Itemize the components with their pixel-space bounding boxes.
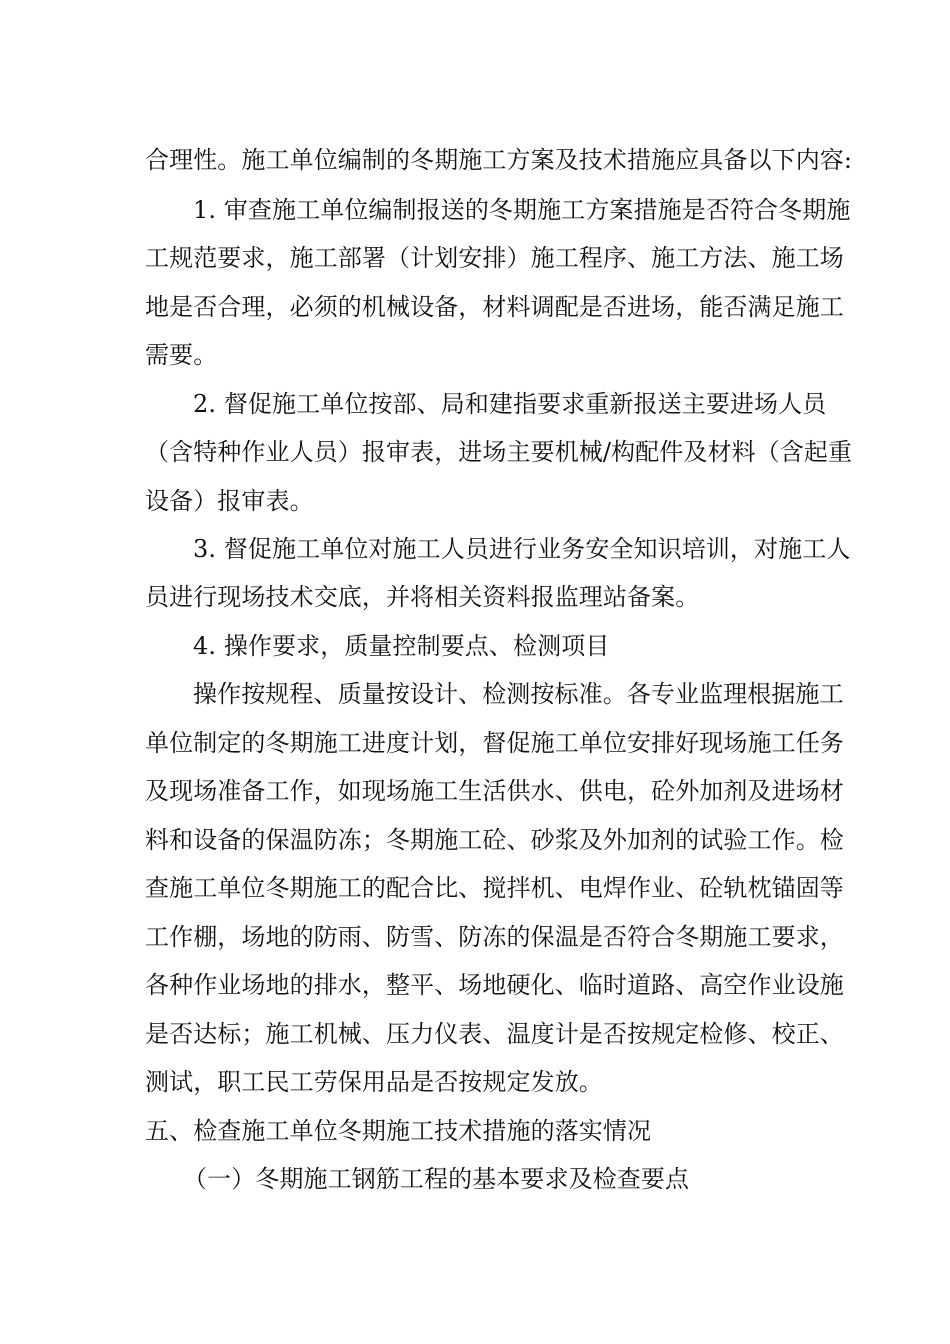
text-line-3: 工规范要求，施工部署（计划安排）施工程序、施工方法、施工场 [145,244,844,272]
text-line-17: 工作棚，场地的防雨、防雪、防冻的保温是否符合冬期施工要求， [145,923,844,951]
text-line-5: 需要。 [145,341,218,369]
text-line-13: 单位制定的冬期施工进度计划，督促施工单位安排好现场施工任务 [145,729,844,757]
text-line-7: （含特种作业人员）报审表，进场主要机械/构配件及材料（含起重 [145,438,853,466]
text-line-14: 及现场准备工作，如现场施工生活供水、供电，砼外加剂及进场材 [145,777,844,805]
subsection-heading: （一）冬期施工钢筋工程的基本要求及检查要点 [183,1165,690,1193]
text-line-1: 合理性。施工单位编制的冬期施工方案及技术措施应具备以下内容: [145,146,853,174]
text-line-8: 设备）报审表。 [145,487,314,515]
text-line-20: 测试，职工民工劳保用品是否按规定发放。 [145,1068,603,1096]
section-heading: 五、检查施工单位冬期施工技术措施的落实情况 [145,1117,652,1145]
list-item-4: 4. 操作要求，质量控制要点、检测项目 [193,632,610,660]
list-item-1: 1. 审查施工单位编制报送的冬期施工方案措施是否符合冬期施 [193,196,851,224]
text-line-15: 料和设备的保温防冻；冬期施工砼、砂浆及外加剂的试验工作。检 [145,826,844,854]
text-line-16: 查施工单位冬期施工的配合比、搅拌机、电焊作业、砼轨枕锚固等 [145,874,844,902]
text-line-19: 是否达标；施工机械、压力仪表、温度计是否按规定检修、校正、 [145,1020,844,1048]
list-item-2: 2. 督促施工单位按部、局和建指要求重新报送主要进场人员 [193,390,827,418]
text-line-18: 各种作业场地的排水，整平、场地硬化、临时道路、高空作业设施 [145,971,844,999]
paragraph-start: 操作按规程、质量按设计、检测按标准。各专业监理根据施工 [193,680,844,708]
list-item-3: 3. 督促施工单位对施工人员进行业务安全知识培训，对施工人 [193,535,851,563]
text-line-4: 地是否合理，必须的机械设备，材料调配是否进场，能否满足施工 [145,293,844,321]
text-line-10: 员进行现场技术交底，并将相关资料报监理站备案。 [145,583,700,611]
